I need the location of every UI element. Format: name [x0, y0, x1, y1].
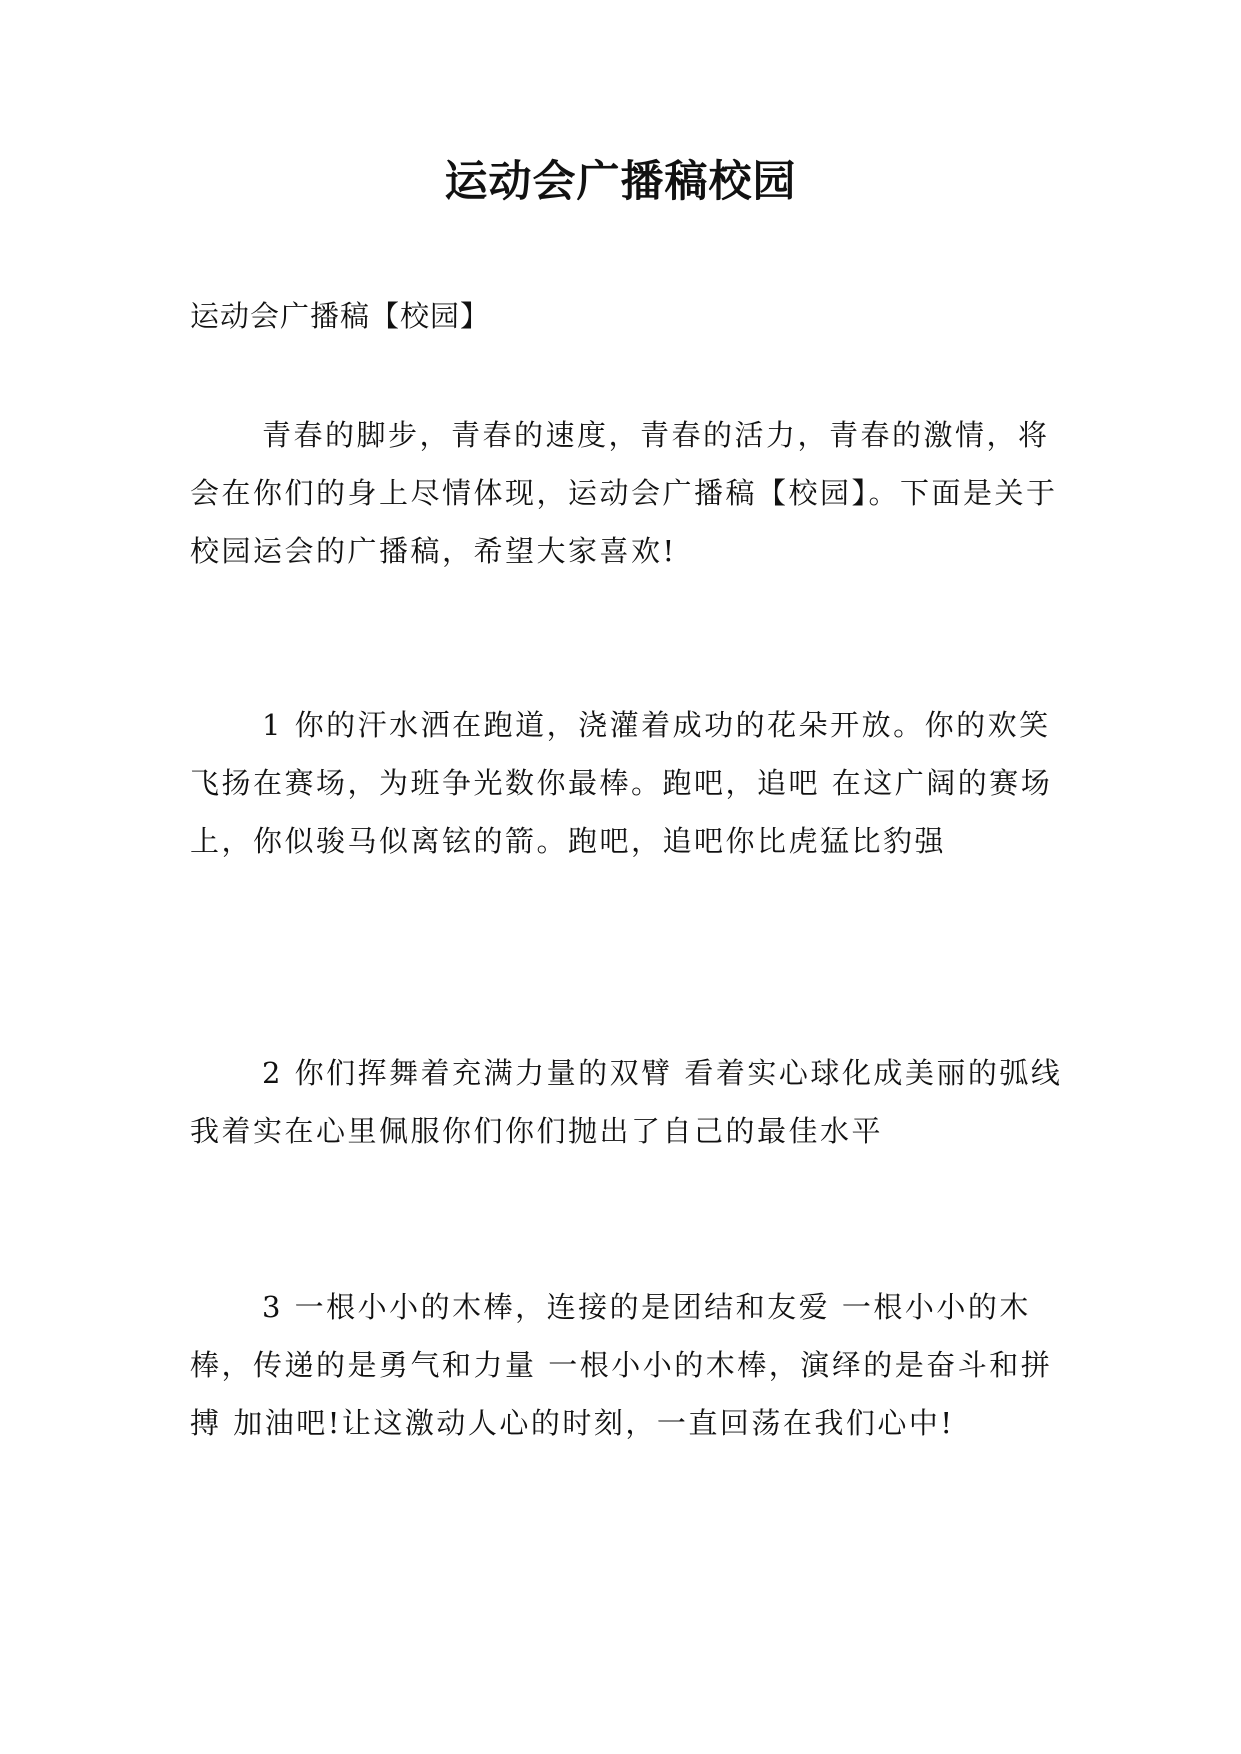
document-title: 运动会广播稿校园 [444, 157, 797, 207]
paragraph-1: 1 你的汗水洒在跑道，浇灌着成功的花朵开放。你的欢笑飞扬在赛场，为班争光数你最棒。跑吧，追吧 在这广阔的赛场上，你似骏马似离铉的箭。跑吧，追吧你比虎猛比豹强 [190, 708, 1053, 858]
paragraph-2: 2 你们挥舞着充满力量的双臂 看着实心球化成美丽的弧线 我着实在心里佩服你们你们抛出了自己的最佳水平 [190, 1056, 1063, 1148]
intro-paragraph: 青春的脚步，青春的速度，青春的活力，青春的激情，将会在你们的身上尽情体现，运动会广播稿【校园】。下面是关于校园运会的广播稿，希望大家喜欢! [190, 418, 1058, 568]
document-subtitle: 运动会广播稿【校园】 [190, 299, 491, 333]
paragraph-3: 3 一根小小的木棒，连接的是团结和友爱 一根小小的木棒，传递的是勇气和力量 一根小小的木棒，演绎的是奋斗和拼搏 加油吧!让这激动人心的时刻，一直回荡在我们心中! [190, 1290, 1053, 1440]
